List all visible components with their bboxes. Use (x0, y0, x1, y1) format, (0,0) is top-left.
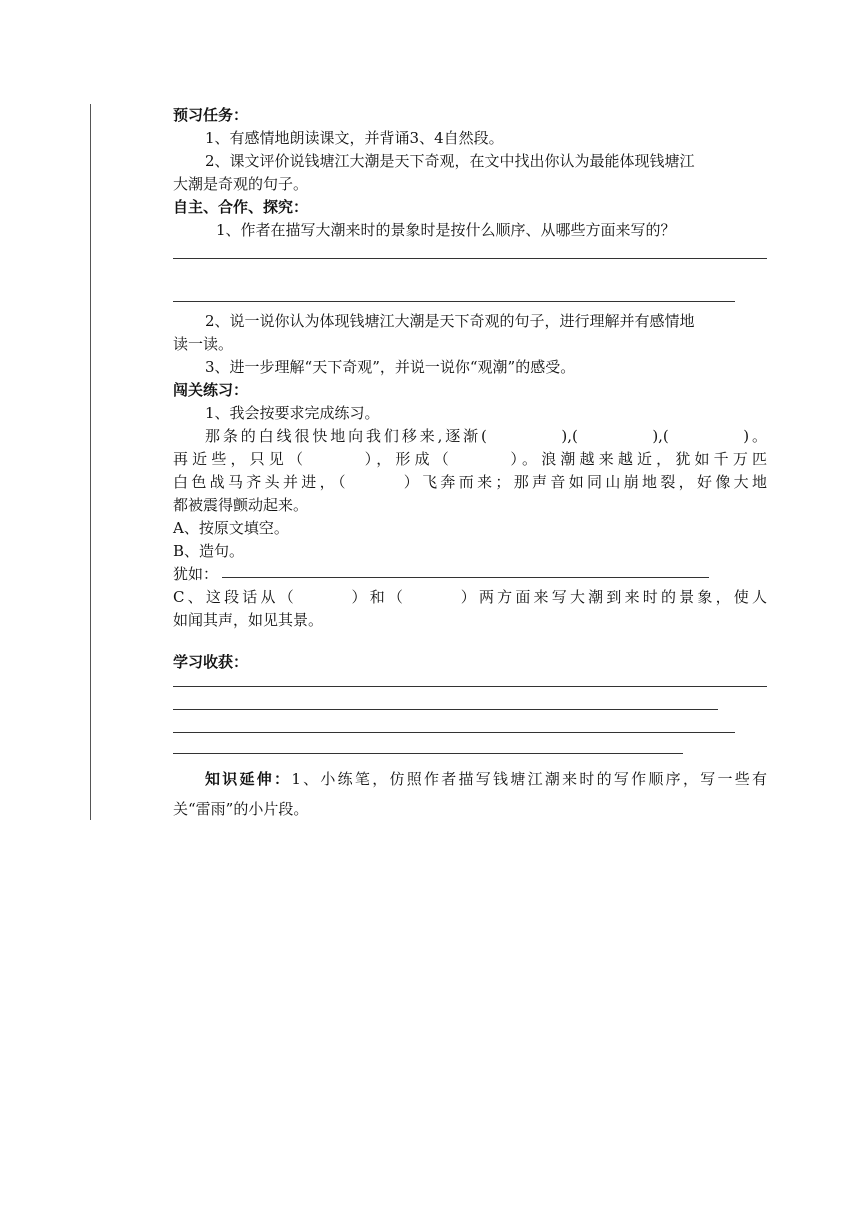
preview-item-2-line-1: 2、课文评价说钱塘江大潮是天下奇观，在文中找出你认为最能体现钱塘江 (205, 152, 695, 170)
answer-line-2[interactable] (173, 301, 735, 302)
passage-line-2: 再近些，只见（ ），形成（ ）。浪潮越来越近，犹如千万匹 (173, 450, 767, 468)
task-b: B、造句。 (173, 542, 245, 560)
explore-question-3: 3、进一步理解“天下奇观”，并说一说你“观潮”的感受。 (205, 358, 576, 376)
harvest-line-2[interactable] (173, 709, 718, 710)
task-c-line-1: C、这段话从（ ）和（ ）两方面来写大潮到来时的景象，使人 (173, 588, 767, 606)
margin-line (90, 104, 91, 820)
extension-title: 知识延伸： (205, 770, 292, 788)
youru-label: 犹如： (173, 565, 219, 583)
preview-item-1: 1、有感情地朗读课文，并背诵3、4自然段。 (205, 129, 504, 147)
harvest-line-1[interactable] (173, 686, 767, 687)
sentence-answer-line[interactable] (222, 577, 709, 578)
harvest-line-3[interactable] (173, 732, 735, 733)
harvest-title: 学习收获： (173, 653, 249, 671)
passage-line-3: 白色战马齐头并进，（ ）飞奔而来；那声音如同山崩地裂，好像大地 (173, 473, 767, 491)
explore-title: 自主、合作、探究： (173, 198, 309, 216)
harvest-line-4[interactable] (173, 753, 683, 754)
extension-line-1 (205, 768, 767, 790)
extension-text: 1、小练笔，仿照作者描写钱塘江潮来时的写作顺序，写一些有 (291, 770, 767, 788)
task-c-line-2: 如闻其声，如见其景。 (173, 611, 324, 629)
practice-item-1: 1、我会按要求完成练习。 (205, 404, 380, 422)
preview-item-2-line-2: 大潮是奇观的句子。 (173, 175, 309, 193)
practice-title: 闯关练习： (173, 381, 249, 399)
passage-line-4: 都被震得颤动起来。 (173, 496, 309, 514)
passage-line-1: 那条的白线很快地向我们移来,逐渐( ),( ),( )。 (205, 427, 767, 445)
task-a: A、按原文填空。 (173, 519, 289, 537)
answer-line-1[interactable] (173, 258, 767, 259)
extension-line-2: 关“雷雨”的小片段。 (173, 800, 309, 818)
preview-title: 预习任务： (173, 106, 249, 124)
explore-question-2-line-1: 2、说一说你认为体现钱塘江大潮是天下奇观的句子，进行理解并有感情地 (205, 312, 695, 330)
explore-question-2-line-2: 读一读。 (173, 335, 234, 353)
explore-question-1: 1、作者在描写大潮来时的景象时是按什么顺序、从哪些方面来写的？ (216, 221, 676, 239)
